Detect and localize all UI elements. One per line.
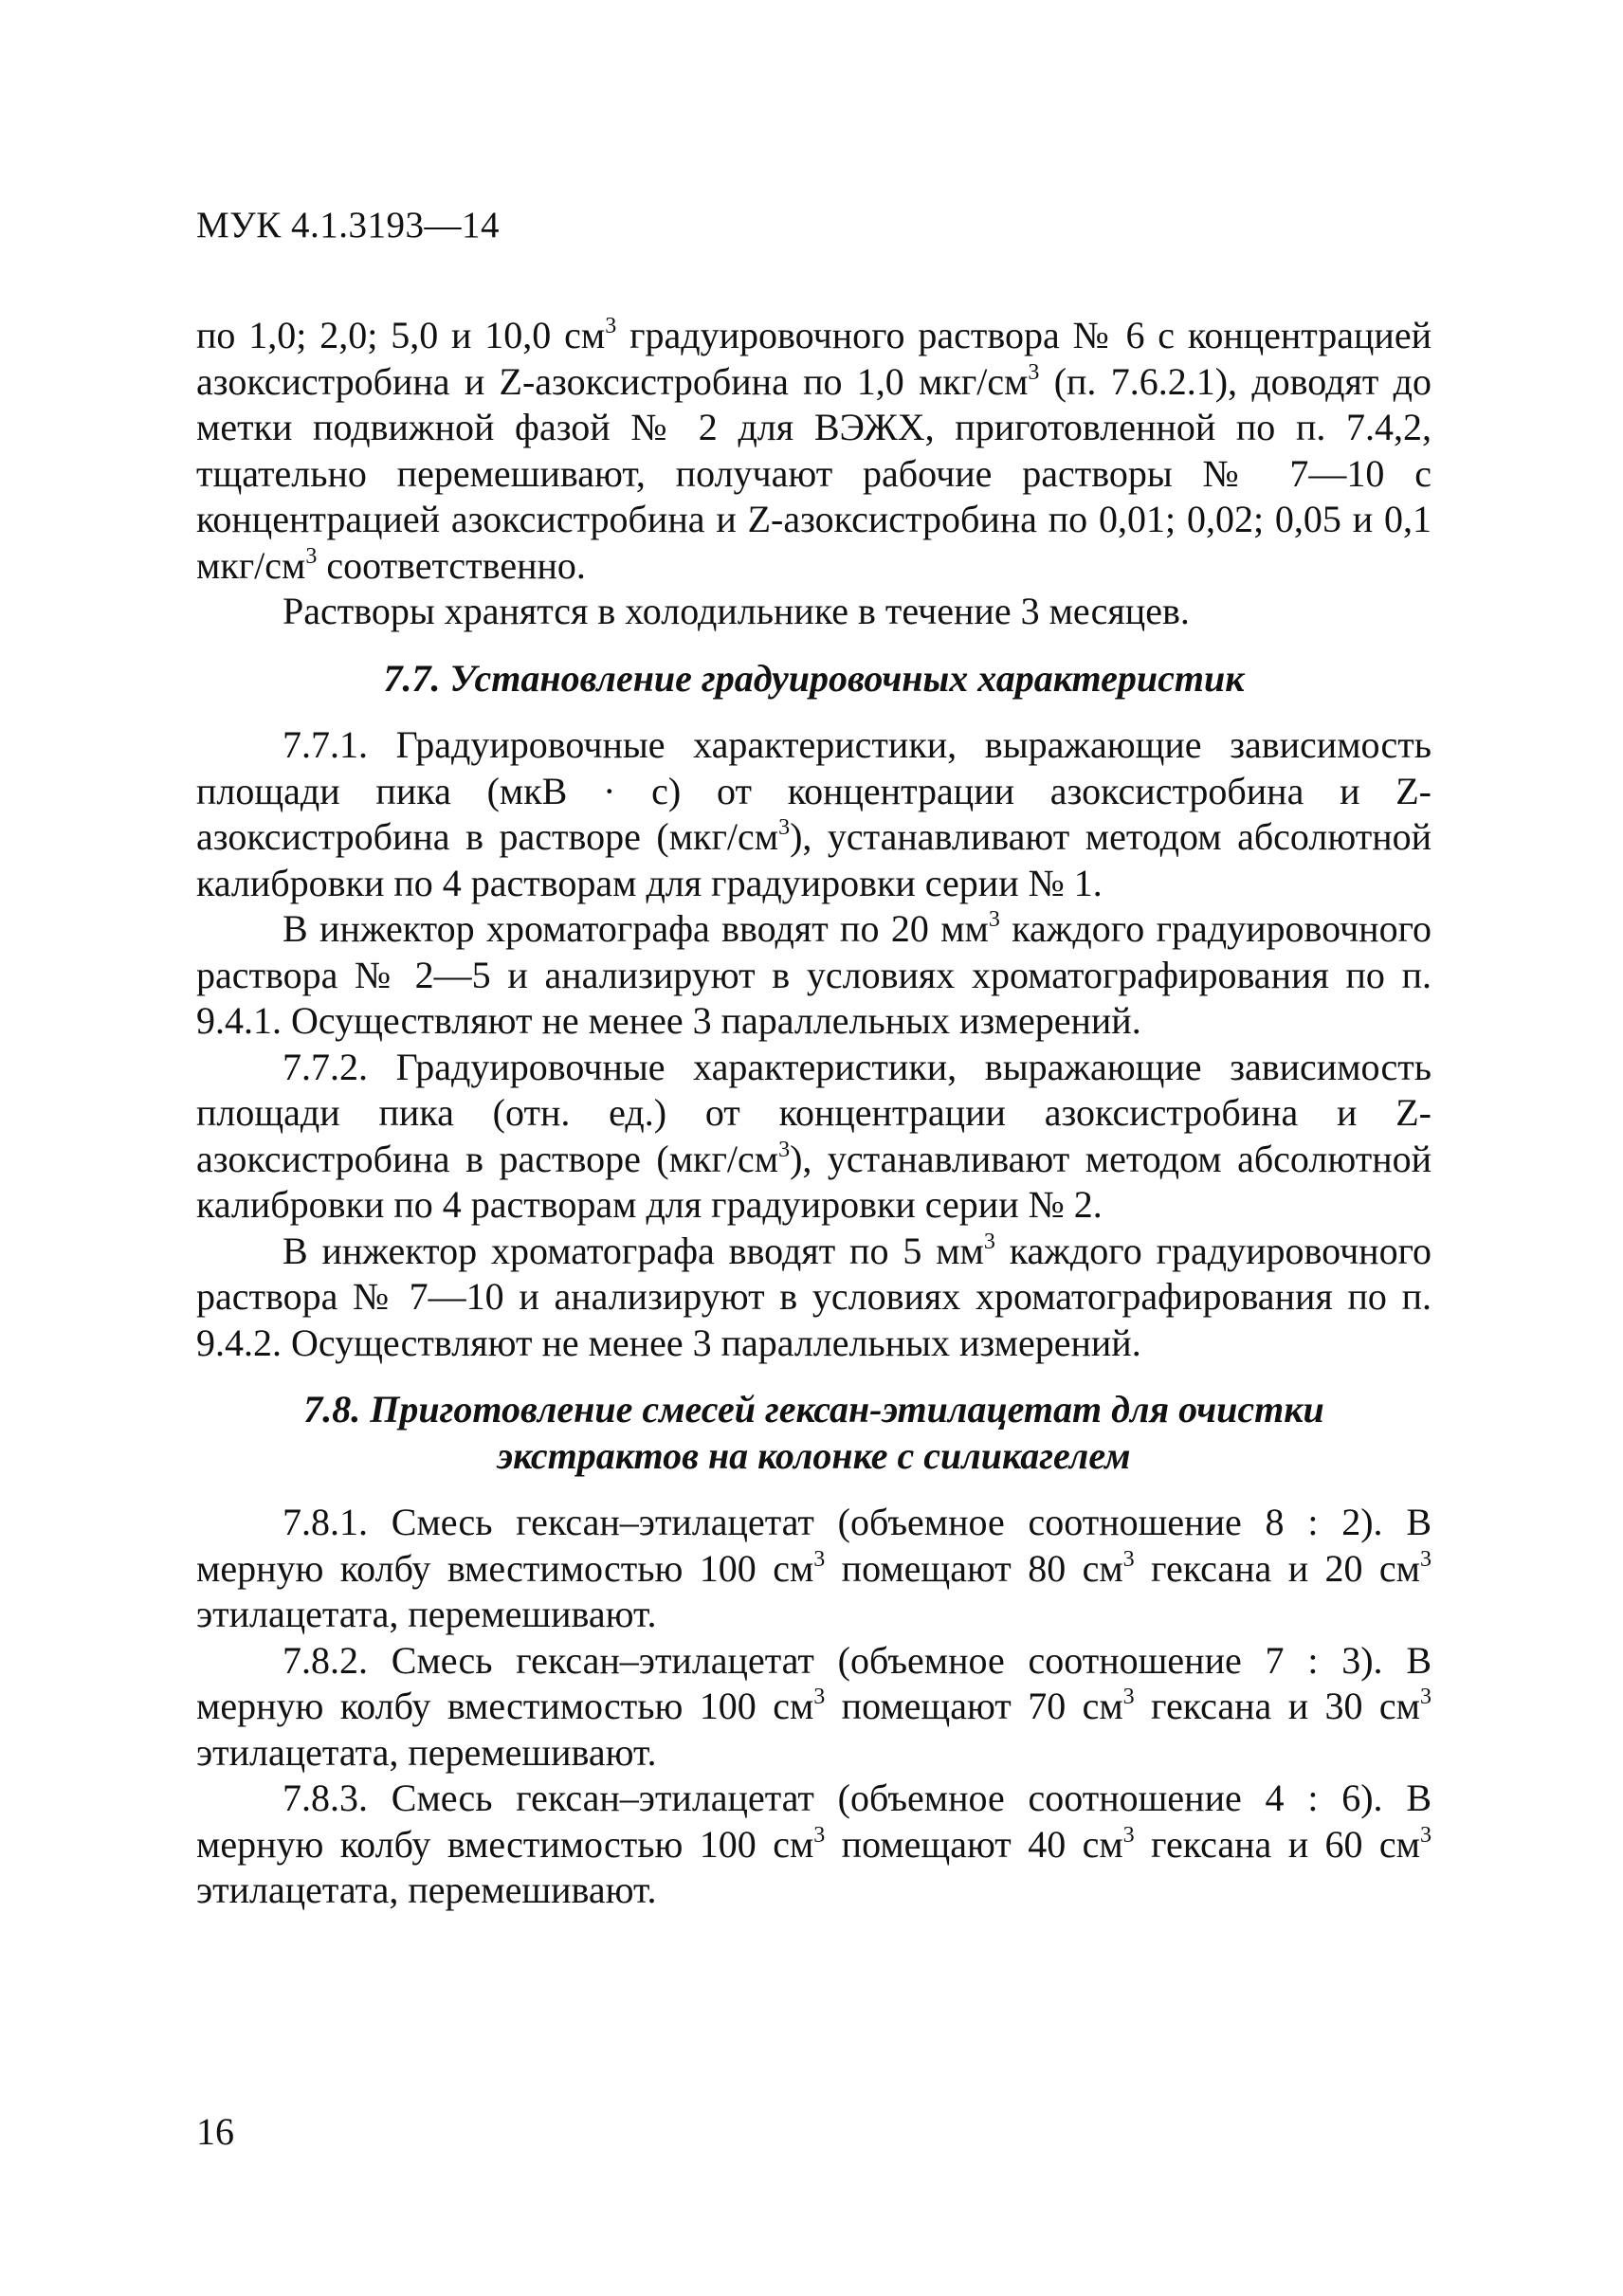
text-run: 7.8.1. Смесь гексан–этилацетат (объемное соотношение 8 : 2). В мерную колбу вместимостью 100 см (196, 1501, 1432, 1590)
text-run: помещают 70 см (825, 1685, 1123, 1727)
superscript: 3 (1420, 1685, 1432, 1709)
text-run: гексана и 20 см (1134, 1546, 1420, 1590)
superscript: 3 (305, 543, 318, 569)
text-run: помещают 40 см (825, 1822, 1123, 1866)
superscript: 3 (813, 1822, 826, 1848)
text-run: ), устанавливают методом абсолютной калибровки по 4 растворам для градуировки серии № 2. (196, 1137, 1432, 1226)
superscript: 3 (813, 1685, 826, 1709)
superscript: 3 (1420, 1546, 1432, 1572)
text-run: каждого градуировочного раствора № 2—5 и анализируют в условиях хроматографирования по п. 9.4.1. Осуществляют не менее 3 параллельных измерений. (196, 907, 1432, 1042)
text-run: градуировочного раствора № 6 с концентрацией азоксистробина и Z-азоксистробина по 1,0 мкг/см (196, 314, 1432, 403)
text-run: 7.8.2. Смесь гексан–этилацетат (объемное соотношение 7 : 3). В мерную колбу вместимостью 100 см (196, 1638, 1432, 1727)
text-run: 7.7.2. Градуировочные характеристики, выражающие зависимость площади пика (отн. ед.) от концентрации азоксистробина и Z-азоксистробина в растворе (мкг/см (196, 1045, 1432, 1180)
text-run: 7.7.1. Градуировочные характеристики, выражающие зависимость площади пика (мкВ · с) от концентрации азоксистробина и Z-азоксистробина в растворе (мкг/см (196, 723, 1432, 858)
superscript: 3 (778, 815, 791, 840)
superscript: 3 (1122, 1822, 1135, 1848)
text-run: этилацетата, перемешивают. (196, 1593, 657, 1635)
paragraph-7-7-2 (196, 1045, 1432, 1229)
text-run: В инжектор хроматографа вводят по 20 мм (283, 907, 989, 950)
paragraph-7-7-1-injection (196, 906, 1432, 1045)
superscript: 3 (1420, 1822, 1432, 1848)
page-number: 16 (196, 2110, 234, 2153)
page-content (196, 313, 1432, 1914)
paragraph-continuation (196, 313, 1432, 589)
text-run: помещают 80 см (825, 1546, 1123, 1590)
paragraph-7-8-3 (196, 1776, 1432, 1914)
text-run: соответственно. (317, 543, 586, 587)
superscript: 3 (1122, 1546, 1135, 1572)
text-run: этилацетата, перемешивают. (196, 1730, 657, 1774)
superscript: 3 (1122, 1685, 1135, 1709)
paragraph-storage: Растворы хранятся в холодильнике в течение 3 месяцев. (283, 590, 1190, 632)
text-run: гексана и 60 см (1134, 1822, 1420, 1866)
section-heading-7-8 (196, 1387, 1432, 1479)
section-heading-7-7: 7.7. Установление градуировочных характеристик (383, 656, 1245, 700)
heading-line: экстрактов на колонке с силикагелем (497, 1433, 1131, 1477)
text-run: В инжектор хроматографа вводят по 5 мм (283, 1229, 984, 1272)
heading-line: 7.8. Приготовление смесей гексан-этилацетат для очистки (303, 1388, 1324, 1430)
superscript: 3 (778, 1137, 791, 1162)
text-run: этилацетата, перемешивают. (196, 1868, 657, 1911)
text-run: гексана и 30 см (1134, 1685, 1420, 1727)
text-run: каждого градуировочного раствора № 7—10 и анализируют в условиях хроматографирования по п. 9.4.2. Осуществляют не менее 3 параллельных измерений. (196, 1229, 1432, 1364)
superscript: 3 (983, 1229, 995, 1254)
paragraph-7-7-2-injection (196, 1229, 1432, 1367)
paragraph-7-8-2 (196, 1638, 1432, 1777)
document-code-header: МУК 4.1.3193—14 (196, 205, 501, 246)
text-run: ), устанавливают методом абсолютной калибровки по 4 растворам для градуировки серии № 1. (196, 815, 1432, 904)
text-run: по 1,0; 2,0; 5,0 и 10,0 см (196, 314, 606, 356)
superscript: 3 (605, 314, 617, 338)
text-run: (п. 7.6.2.1), доводят до метки подвижной фазой № 2 для ВЭЖХ, приготовленной по п. 7.4,2, тщательно перемешивают, получают рабочие растворы № 7—10 с концентрацией азоксистробина и Z-азоксистробина по 0,01; 0,02; 0,05 и 0,1 мкг/см (196, 359, 1432, 587)
paragraph-7-8-1 (196, 1500, 1432, 1638)
text-run: 7.8.3. Смесь гексан–этилацетат (объемное соотношение 4 : 6). В мерную колбу вместимостью 100 см (196, 1777, 1432, 1866)
paragraph-7-7-1 (196, 722, 1432, 906)
superscript: 3 (988, 907, 1000, 932)
superscript: 3 (1028, 359, 1040, 385)
superscript: 3 (813, 1546, 826, 1572)
